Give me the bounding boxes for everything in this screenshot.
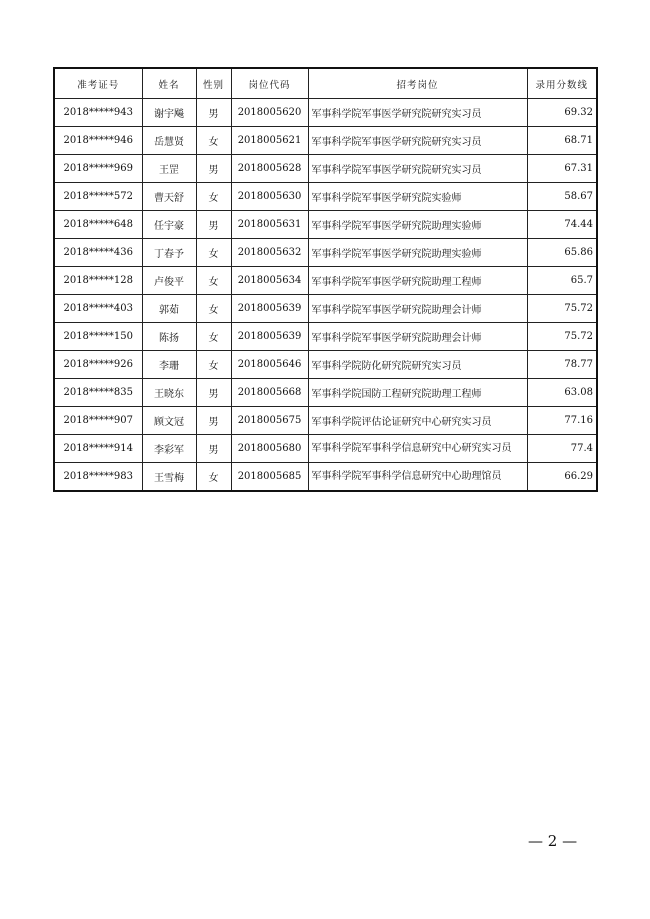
exam-number-cell: 2018*****403 [54,295,142,323]
name-cell: 卢俊平 [142,267,196,295]
header-name: 姓名 [142,68,196,99]
position-cell: 军事科学院军事医学研究院实验师 [308,183,527,211]
score-cell: 68.71 [527,127,597,155]
position-cell: 军事科学院军事医学研究院助理会计师 [308,323,527,351]
table-row [54,323,597,351]
gender-cell: 男 [196,211,231,239]
header-exam-number: 准考证号 [54,68,142,99]
position-cell: 军事科学院军事医学研究院研究实习员 [308,155,527,183]
score-cell: 63.08 [527,379,597,407]
name-cell: 王罡 [142,155,196,183]
table-row [54,295,597,323]
name-cell: 李珊 [142,351,196,379]
exam-number-cell: 2018*****150 [54,323,142,351]
gender-cell: 女 [196,183,231,211]
gender-cell: 男 [196,379,231,407]
gender-cell: 男 [196,435,231,463]
table-row [54,99,597,127]
exam-number-cell: 2018*****436 [54,239,142,267]
position-cell: 军事科学院军事医学研究院助理实验师 [308,239,527,267]
exam-number-cell: 2018*****572 [54,183,142,211]
name-cell: 顾文冠 [142,407,196,435]
position-code-cell: 2018005675 [231,407,308,435]
position-cell: 军事科学院军事科学信息研究中心助理馆员 [308,463,527,492]
header-score-line: 录用分数线 [527,68,597,99]
score-cell: 77.16 [527,407,597,435]
score-cell: 67.31 [527,155,597,183]
score-cell: 75.72 [527,295,597,323]
exam-number-cell: 2018*****128 [54,267,142,295]
exam-number-cell: 2018*****926 [54,351,142,379]
score-cell: 74.44 [527,211,597,239]
position-code-cell: 2018005631 [231,211,308,239]
name-cell: 王晓东 [142,379,196,407]
table-row [54,407,597,435]
position-code-cell: 2018005639 [231,323,308,351]
gender-cell: 女 [196,463,231,492]
gender-cell: 男 [196,99,231,127]
exam-number-cell: 2018*****983 [54,463,142,492]
header-position: 招考岗位 [308,68,527,99]
position-code-cell: 2018005628 [231,155,308,183]
gender-cell: 女 [196,267,231,295]
position-cell: 军事科学院军事医学研究院研究实习员 [308,99,527,127]
gender-cell: 女 [196,239,231,267]
exam-number-cell: 2018*****969 [54,155,142,183]
name-cell: 岳慧贤 [142,127,196,155]
gender-cell: 女 [196,323,231,351]
position-cell: 军事科学院军事医学研究院助理工程师 [308,267,527,295]
position-cell: 军事科学院军事医学研究院研究实习员 [308,127,527,155]
table-row [54,183,597,211]
table-header-row [54,68,597,99]
table-row [54,239,597,267]
name-cell: 王雪梅 [142,463,196,492]
score-cell: 78.77 [527,351,597,379]
header-gender: 性别 [196,68,231,99]
score-cell: 69.32 [527,99,597,127]
page-number: — 2 — [528,832,578,850]
score-cell: 77.4 [527,435,597,463]
score-cell: 65.7 [527,267,597,295]
table-row [54,127,597,155]
position-code-cell: 2018005630 [231,183,308,211]
exam-number-cell: 2018*****914 [54,435,142,463]
score-cell: 75.72 [527,323,597,351]
position-code-cell: 2018005668 [231,379,308,407]
exam-number-cell: 2018*****946 [54,127,142,155]
gender-cell: 男 [196,407,231,435]
table-row [54,463,597,492]
position-code-cell: 2018005639 [231,295,308,323]
score-cell: 65.86 [527,239,597,267]
position-cell: 军事科学院防化研究院研究实习员 [308,351,527,379]
position-code-cell: 2018005632 [231,239,308,267]
table-row [54,435,597,463]
position-code-cell: 2018005634 [231,267,308,295]
position-code-cell: 2018005646 [231,351,308,379]
table-row [54,351,597,379]
exam-number-cell: 2018*****648 [54,211,142,239]
position-cell: 军事科学院军事医学研究院助理实验师 [308,211,527,239]
position-cell: 军事科学院军事科学信息研究中心研究实习员 [308,435,527,463]
name-cell: 任宇豪 [142,211,196,239]
gender-cell: 女 [196,351,231,379]
results-table [53,67,598,492]
position-code-cell: 2018005680 [231,435,308,463]
exam-number-cell: 2018*****835 [54,379,142,407]
gender-cell: 女 [196,295,231,323]
position-cell: 军事科学院军事医学研究院助理会计师 [308,295,527,323]
header-position-code: 岗位代码 [231,68,308,99]
table-body [54,99,597,492]
exam-number-cell: 2018*****943 [54,99,142,127]
exam-number-cell: 2018*****907 [54,407,142,435]
name-cell: 谢宇飚 [142,99,196,127]
gender-cell: 女 [196,127,231,155]
table-row [54,267,597,295]
name-cell: 陈扬 [142,323,196,351]
name-cell: 曹天舒 [142,183,196,211]
position-cell: 军事科学院国防工程研究院助理工程师 [308,379,527,407]
position-code-cell: 2018005621 [231,127,308,155]
gender-cell: 男 [196,155,231,183]
position-code-cell: 2018005620 [231,99,308,127]
score-cell: 66.29 [527,463,597,492]
table-row [54,379,597,407]
name-cell: 郭茹 [142,295,196,323]
position-code-cell: 2018005685 [231,463,308,492]
name-cell: 李彩军 [142,435,196,463]
name-cell: 丁春予 [142,239,196,267]
score-cell: 58.67 [527,183,597,211]
table-row [54,211,597,239]
table-row [54,155,597,183]
position-cell: 军事科学院评估论证研究中心研究实习员 [308,407,527,435]
